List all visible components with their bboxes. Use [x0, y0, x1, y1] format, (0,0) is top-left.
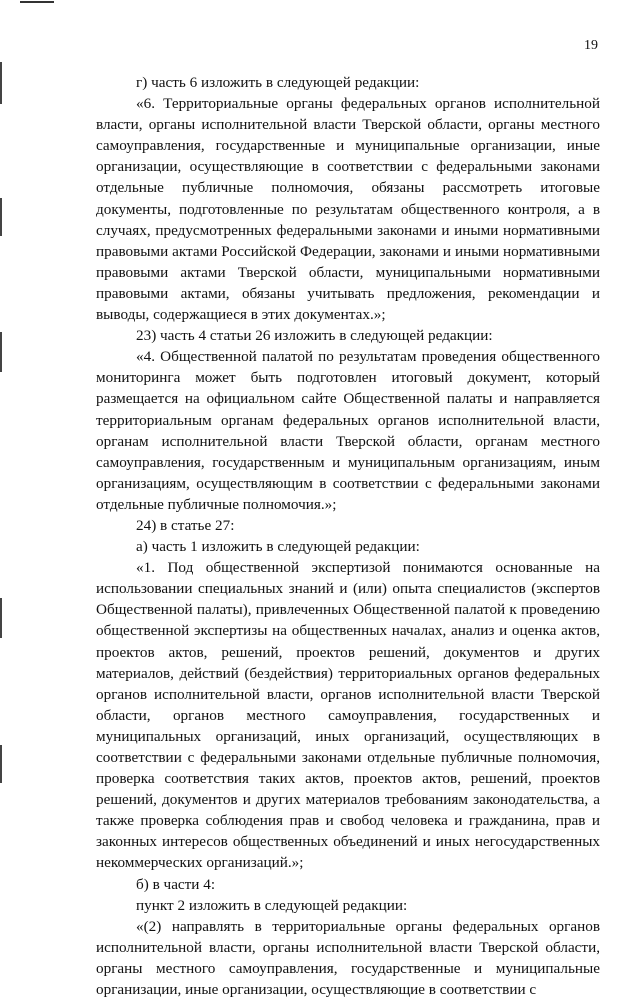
paragraph-amend-part-6-text: «6. Территориальные органы федеральных органов исполнительной власти, органы исполнительной власти Тверской области, органы местного самоуправления, государственные и муниципальные организации, иные организации, осуществляющие в соответствии с федеральными законами отдельные публичные полномочия, обязаны рассмотреть итоговые документы, подготовленные по результатам общественного контроля, а в случаях, предусмотренных федеральными законами и иными нормативными правовыми актами Российской Федерации, законами и иными нормативными правовыми актами Тверской области, муниципальными нормативными правовыми актами, обязаны учитывать предложения, рекомендации и выводы, содержащиеся в этих документах.»;: [96, 95, 600, 324]
page-number: 19: [584, 38, 598, 53]
scan-artifact-top: [20, 1, 54, 3]
scan-artifact-left-4: [0, 598, 2, 638]
scan-artifact-left-2: [0, 198, 2, 236]
paragraph-point-2-intro: пункт 2 изложить в следующей редакции:: [136, 896, 408, 914]
document-body: [96, 72, 600, 1000]
scan-artifact-left-3: [0, 332, 2, 372]
paragraph-item-24: 24) в статье 27:: [136, 516, 235, 534]
paragraph-article-26-part-4-text: «4. Общественной палатой по результатам проведения общественного мониторинга может быть подготовлен итоговый документ, который размещается на официальном сайте Общественной палаты и направляется территориальным органам федеральных органов исполнительной власти, органам исполнительной власти Тверской области, органам местного самоуправления, государственным и муниципальным организациям, иным организациям, осуществляющим в соответствии с федеральными законами отдельные публичные полномочия.»;: [96, 348, 600, 513]
paragraph-amend-part-6-intro: г) часть 6 изложить в следующей редакции:: [136, 74, 420, 91]
scan-artifact-left-5: [0, 745, 2, 783]
paragraph-point-2-text: «(2) направлять в территориальные органы федеральных органов исполнительной власти, органы исполнительной власти Тверской области, органы местного самоуправления, государственные и муниципальные организации, иные организации, осуществляющие в соответствии с: [96, 917, 600, 999]
paragraph-subitem-a: а) часть 1 изложить в следующей редакции:: [136, 538, 420, 556]
scan-artifact-left-1: [0, 62, 2, 104]
paragraph-item-23: 23) часть 4 статьи 26 изложить в следующей редакции:: [136, 327, 493, 345]
paragraph-subitem-b: б) в части 4:: [136, 875, 216, 893]
paragraph-article-27-part-1-text: «1. Под общественной экспертизой понимаются основанные на использовании специальных знаний и (или) опыта специалистов (экспертов Общественной палаты), привлеченных Общественной палатой к проведению общественной экспертизы на общественных началах, анализ и оценка актов, проектов актов, решений, проектов решений, документов и других материалов, действий (бездействия) территориальных органов федеральных органов исполнительной власти, органов исполнительной власти Тверской области, органов местного самоуправления, государственных и муниципальных организаций, иных организаций, осуществляющих в соответствии с федеральными законами отдельные публичные полномочия, проверка соответствия таких актов, проектов актов, решений, проектов решений, документов и других материалов требованиям законодательства, а также проверка соблюдения прав и свобод человека и гражданина, прав и законных интересов общественных объединений и иных негосударственных некоммерческих организаций.»;: [96, 559, 600, 872]
